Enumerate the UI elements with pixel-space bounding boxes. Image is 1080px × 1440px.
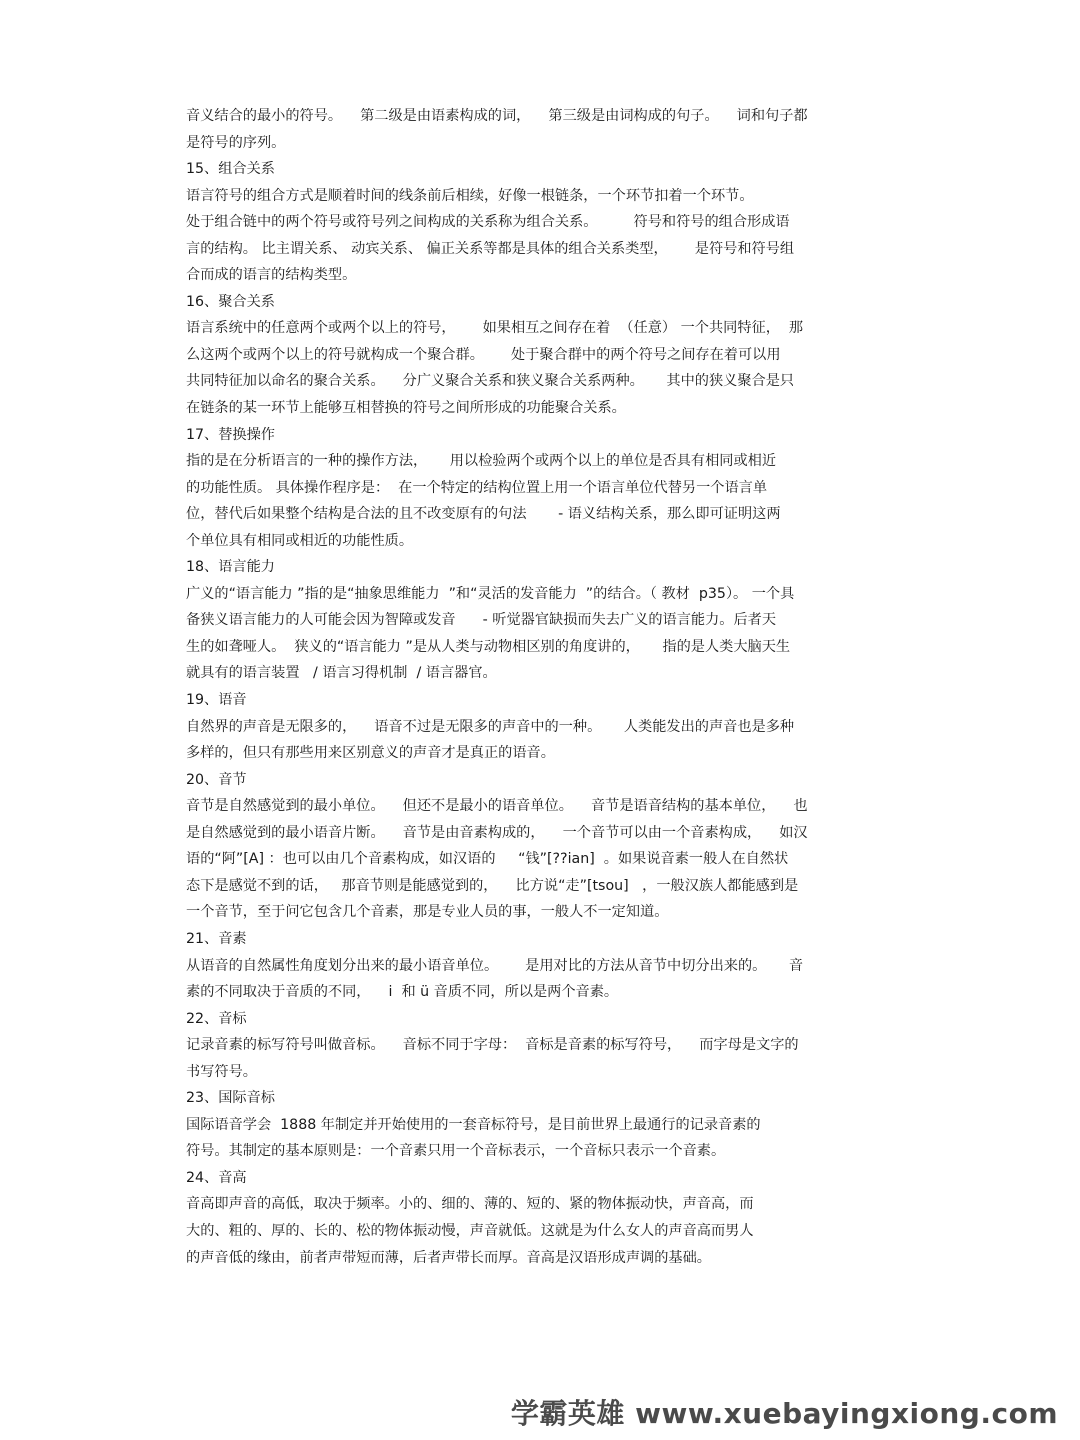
text-line: 语言系统中的任意两个或两个以上的符号， 如果相互之间存在着 （任意） 一个共同特征， 那: [186, 320, 804, 337]
text-line: 态下是感觉不到的话， 那音节则是能感觉到的， 比方说“走”[tsou] ，一般汉族人都能感到是: [186, 877, 799, 894]
text-line: 素的不同取决于音质的不同， i 和 ü 音质不同，所以是两个音素。: [186, 984, 619, 1001]
text-line: 音义结合的最小的符号。 第二级是由语素构成的词， 第三级是由词构成的句子。 词和句子都: [186, 108, 808, 124]
text-line: 音节是自然感觉到的最小单位。 但还不是最小的语音单位。 音节是语音结构的基本单位， 也: [186, 798, 808, 815]
text-line: 就具有的语言装置 / 语言习得机制 / 语言器官。: [186, 665, 497, 682]
text-line: 广义的“语言能力 ”指的是“抽象思维能力 ”和“灵活的发音能力 ”的结合。（ 教材 p35）。 一个具: [186, 585, 795, 602]
text-line: 共同特征加以命名的聚合关系。 分广义聚合关系和狭义聚合关系两种。 其中的狭义聚合是只: [186, 373, 795, 390]
text-line: 语的“阿”[A] ：也可以由几个音素构成，如汉语的 “钱”[??ian] 。如果说音素一般人在自然状: [186, 851, 789, 868]
text-line: 是自然感觉到的最小语音片断。 音节是由音素构成的， 一个音节可以由一个音素构成， 如汉: [186, 824, 808, 841]
site-watermark: 学霸英雄 www.xuebayingxiong.com: [510, 1397, 1058, 1430]
text-line: 符号。其制定的基本原则是：一个音素只用一个音标表示，一个音标只表示一个音素。: [186, 1143, 726, 1160]
document-body: [186, 103, 896, 1271]
text-line: 的功能性质。 具体操作程序是： 在一个特定的结构位置上用一个语言单位代替另一个语言单: [186, 479, 768, 496]
section-heading: 17、替换操作: [186, 426, 275, 443]
text-line: 在链条的某一环节上能够互相替换的符号之间所形成的功能聚合关系。: [186, 400, 626, 417]
text-line: 大的、粗的、厚的、长的、松的物体振动慢，声音就低。这就是为什么女人的声音高而男人: [186, 1222, 754, 1239]
section-heading: 22、音标: [186, 1010, 247, 1027]
text-line: 书写符号。: [186, 1063, 257, 1080]
section-heading: 18、语言能力: [186, 559, 275, 576]
text-line: 位，替代后如果整个结构是合法的且不改变原有的句法 - 语义结构关系，那么即可证明这两: [186, 506, 781, 523]
text-line: 一个音节，至于问它包含几个音素，那是专业人员的事，一般人不一定知道。: [186, 904, 669, 921]
section-heading: 15、组合关系: [186, 161, 275, 178]
text-line: 个单位具有相同或相近的功能性质。: [186, 532, 414, 549]
section-heading: 21、音素: [186, 930, 247, 947]
text-line: 备狭义语言能力的人可能会因为智障或发音 - 听觉器官缺损而失去广义的语言能力。后者天: [186, 612, 777, 629]
text-line: 生的如聋哑人。 狭义的“语言能力 ”是从人类与动物相区别的角度讲的， 指的是人类大脑天生: [186, 638, 791, 655]
section-heading: 24、音高: [186, 1169, 247, 1186]
text-line: 语言符号的组合方式是顺着时间的线条前后相续，好像一根链条，一个环节扣着一个环节。: [186, 187, 754, 204]
section-heading: 23、国际音标: [186, 1090, 275, 1107]
section-heading: 20、音节: [186, 771, 247, 788]
text-line: 言的结构。 比主谓关系、 动宾关系、 偏正关系等都是具体的组合关系类型， 是符号和符号组: [186, 240, 795, 257]
section-heading: 16、聚合关系: [186, 293, 275, 310]
text-line: 是符号的序列。: [186, 134, 286, 151]
text-line: 多样的，但只有那些用来区别意义的声音才是真正的语音。: [186, 745, 555, 762]
text-line: 音高即声音的高低，取决于频率。小的、细的、薄的、短的、紧的物体振动快，声音高，而: [186, 1196, 754, 1213]
text-line: 从语音的自然属性角度划分出来的最小语音单位。 是用对比的方法从音节中切分出来的。 音: [186, 957, 804, 974]
text-line: 自然界的声音是无限多的， 语音不过是无限多的声音中的一种。 人类能发出的声音也是多种: [186, 718, 795, 735]
section-heading: 19、语音: [186, 692, 247, 709]
text-line: 的声音低的缘由，前者声带短而薄，后者声带长而厚。音高是汉语形成声调的基础。: [186, 1249, 711, 1266]
text-line: 记录音素的标写符号叫做音标。 音标不同于字母： 音标是音素的标写符号， 而字母是文字的: [186, 1037, 799, 1054]
text-line: 么这两个或两个以上的符号就构成一个聚合群。 处于聚合群中的两个符号之间存在着可以用: [186, 346, 781, 363]
text-line: 处于组合链中的两个符号或符号列之间构成的关系称为组合关系。 符号和符号的组合形成语: [186, 214, 790, 231]
text-line: 合而成的语言的结构类型。: [186, 267, 357, 284]
text-line: 国际语音学会 1888 年制定并开始使用的一套音标符号，是目前世界上最通行的记录音素的: [186, 1116, 761, 1133]
text-line: 指的是在分析语言的一种的操作方法， 用以检验两个或两个以上的单位是否具有相同或相近: [186, 453, 777, 470]
